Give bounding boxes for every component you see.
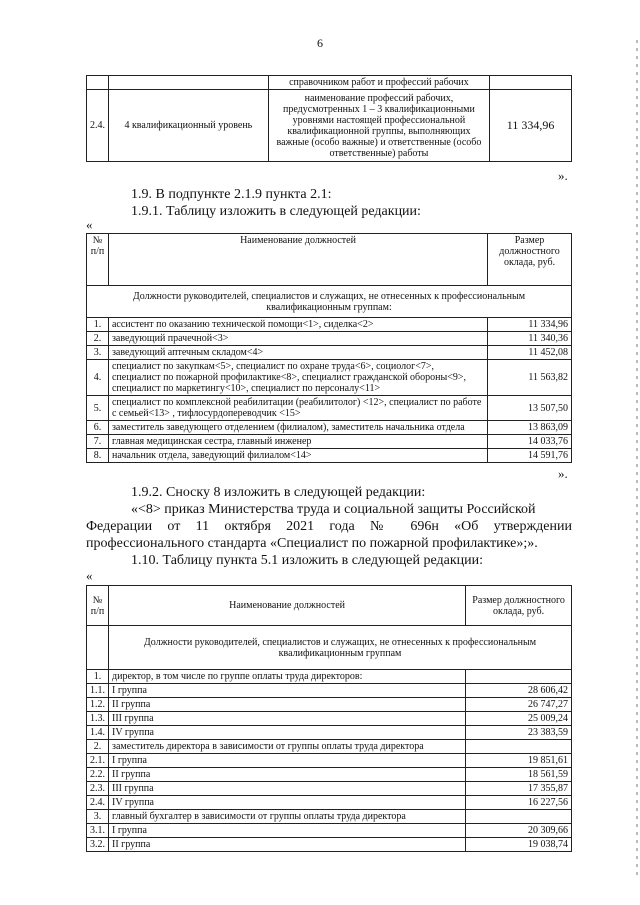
table-cell-salary xyxy=(466,740,572,754)
table-header-row xyxy=(87,234,572,286)
table-cell-num: 1.2. xyxy=(87,698,109,712)
table-cell-salary: 26 747,27 xyxy=(466,698,572,712)
table-row xyxy=(87,768,572,782)
table-cell xyxy=(87,76,109,90)
table-row xyxy=(87,76,572,90)
group-title: Должности руководителей, специалистов и служащих, не отнесенных к профессиональным квалификационным группам xyxy=(109,626,572,670)
table-cell-num: 5. xyxy=(87,396,109,421)
table-row xyxy=(87,318,572,332)
table-cell-num: 8. xyxy=(87,449,109,463)
header-num: № п/п xyxy=(87,234,109,286)
table-row xyxy=(87,90,572,162)
table-row xyxy=(87,740,572,754)
table-cell-num: 2.1. xyxy=(87,754,109,768)
table-row xyxy=(87,449,572,463)
table-cell-name: II группа xyxy=(109,698,466,712)
table-cell xyxy=(109,76,269,90)
table-cell-name: III группа xyxy=(109,782,466,796)
table-cell-num: 2.3. xyxy=(87,782,109,796)
table-cell-num: 1.1. xyxy=(87,684,109,698)
paragraph-1-9: 1.9. В подпункте 2.1.9 пункта 2.1: xyxy=(131,187,332,202)
table-cell-salary: 11 334,96 xyxy=(490,90,572,162)
table-cell-salary: 14 591,76 xyxy=(488,449,572,463)
table-cell-name: директор, в том числе по группе оплаты труда директоров: xyxy=(109,670,466,684)
table-row xyxy=(87,435,572,449)
table-row xyxy=(87,796,572,810)
table-cell-num: 3.1. xyxy=(87,824,109,838)
table-cell-salary: 17 355,87 xyxy=(466,782,572,796)
table-cell-salary: 18 561,59 xyxy=(466,768,572,782)
table-row xyxy=(87,712,572,726)
table-cell-name: главная медицинская сестра, главный инженер xyxy=(108,435,487,449)
table-cell-num: 4. xyxy=(87,360,109,396)
table-row xyxy=(87,824,572,838)
table-cell-level: 4 квалификационный уровень xyxy=(109,90,269,162)
table-row xyxy=(87,670,572,684)
table-cell-salary: 14 033,76 xyxy=(488,435,572,449)
table-cell-name: заведующий прачечной<3> xyxy=(108,332,487,346)
table-cell-salary: 11 563,82 xyxy=(488,360,572,396)
table-cell-salary: 13 507,50 xyxy=(488,396,572,421)
header-num: № п/п xyxy=(87,586,109,626)
table-cell-num: 1.4. xyxy=(87,726,109,740)
table-group-row xyxy=(87,286,572,318)
table-cell-name: III группа xyxy=(109,712,466,726)
open-quote: « xyxy=(86,568,93,583)
table-cell-salary: 28 606,42 xyxy=(466,684,572,698)
header-name: Наименование должностей xyxy=(109,586,466,626)
table-cell-salary: 11 340,36 xyxy=(488,332,572,346)
group-title: Должности руководителей, специалистов и служащих, не отнесенных к профессиональным квалификационным группам: xyxy=(87,286,572,318)
table-cell-num: 2. xyxy=(87,332,109,346)
table-cell-salary: 19 038,74 xyxy=(466,838,572,852)
open-quote: « xyxy=(86,217,93,232)
table-cell-salary: 19 851,61 xyxy=(466,754,572,768)
table-cell-name: заместитель директора в зависимости от группы оплаты труда директора xyxy=(109,740,466,754)
header-salary: Размер должностного оклада, руб. xyxy=(488,234,572,286)
table-cell-salary: 11 452,08 xyxy=(488,346,572,360)
table-cell-desc: справочником работ и профессий рабочих xyxy=(268,76,489,90)
paragraph-1-9-2: 1.9.2. Сноску 8 изложить в следующей редакции: xyxy=(131,485,426,500)
table-row xyxy=(87,698,572,712)
table-cell-name: I группа xyxy=(109,684,466,698)
table-row xyxy=(87,332,572,346)
table-cell-num: 3.2. xyxy=(87,838,109,852)
footnote-line-2: Федерации от 11 октября 2021 года № 696н «Об утверждении xyxy=(86,519,572,534)
table-cell-salary: 13 863,09 xyxy=(488,421,572,435)
table-executives xyxy=(86,585,572,852)
table-row xyxy=(87,421,572,435)
table-row xyxy=(87,838,572,852)
table-cell-num: 1.3. xyxy=(87,712,109,726)
table-cell-name: ассистент по оказанию технической помощи<1>, сиделка<2> xyxy=(108,318,487,332)
table-cell-num: 2.4. xyxy=(87,90,109,162)
table-qualification-fragment xyxy=(86,75,572,162)
table-cell-num: 3. xyxy=(87,810,109,824)
paragraph-1-9-1: 1.9.1. Таблицу изложить в следующей редакции: xyxy=(131,204,421,219)
table-cell xyxy=(490,76,572,90)
table-cell-num: 1. xyxy=(87,318,109,332)
table-cell-num: 1. xyxy=(87,670,109,684)
page-number: 6 xyxy=(317,36,323,50)
footnote-line-1: «<8> приказ Министерства труда и социальной защиты Российской xyxy=(131,502,536,517)
table-row xyxy=(87,810,572,824)
table-row xyxy=(87,754,572,768)
table-cell-name: специалист по закупкам<5>, специалист по охране труда<6>, социолог<7>, специалист по пожарной профилактике<8>, специалист гражданской обороны<9>, специалист по маркетингу<10>, специалист по персоналу<11> xyxy=(108,360,487,396)
table-row xyxy=(87,396,572,421)
table-positions xyxy=(86,233,572,463)
header-salary: Размер должностного оклада, руб. xyxy=(466,586,572,626)
table-cell-name: главный бухгалтер в зависимости от группы оплаты труда директора xyxy=(109,810,466,824)
table-group-row xyxy=(87,626,572,670)
footnote-line-3: профессионального стандарта «Специалист по пожарной профилактике»;». xyxy=(86,536,538,551)
table-cell-salary xyxy=(466,670,572,684)
table-cell-num: 6. xyxy=(87,421,109,435)
table-cell-salary: 20 309,66 xyxy=(466,824,572,838)
table-cell-name: II группа xyxy=(109,768,466,782)
table-cell-num: 3. xyxy=(87,346,109,360)
table-cell-name: II группа xyxy=(109,838,466,852)
table-cell-salary: 11 334,96 xyxy=(488,318,572,332)
table-cell xyxy=(87,626,109,670)
table-row xyxy=(87,684,572,698)
table-cell-name: I группа xyxy=(109,754,466,768)
close-quote: ». xyxy=(558,466,568,481)
table-row xyxy=(87,346,572,360)
table-header-row xyxy=(87,586,572,626)
table-cell-name: начальник отдела, заведующий филиалом<14> xyxy=(108,449,487,463)
table-cell-salary: 23 383,59 xyxy=(466,726,572,740)
table-cell-num: 2.4. xyxy=(87,796,109,810)
table-cell-salary: 25 009,24 xyxy=(466,712,572,726)
table-cell-name: заместитель заведующего отделением (филиалом), заместитель начальника отдела xyxy=(108,421,487,435)
table-cell-name: заведующий аптечным складом<4> xyxy=(108,346,487,360)
table-cell-num: 7. xyxy=(87,435,109,449)
close-quote: ». xyxy=(558,168,568,183)
table-row xyxy=(87,360,572,396)
table-cell-salary xyxy=(466,810,572,824)
table-cell-name: IV группа xyxy=(109,726,466,740)
table-cell-desc: наименование профессий рабочих, предусмотренных 1 – 3 квалификационными уровнями настоящей профессиональной квалификационной группы, выполняющих важные (особо важные) и ответственные (особо ответственные) работы xyxy=(268,90,489,162)
header-name: Наименование должностей xyxy=(108,234,487,286)
table-cell-num: 2.2. xyxy=(87,768,109,782)
scan-edge-mark xyxy=(636,40,638,880)
table-cell-name: IV группа xyxy=(109,796,466,810)
table-row xyxy=(87,782,572,796)
table-cell-salary: 16 227,56 xyxy=(466,796,572,810)
table-cell-num: 2. xyxy=(87,740,109,754)
table-row xyxy=(87,726,572,740)
table-cell-name: специалист по комплексной реабилитации (реабилитолог) <12>, специалист по работе с семьей<13> , тифлосурдопереводчик <15> xyxy=(108,396,487,421)
table-cell-name: I группа xyxy=(109,824,466,838)
paragraph-1-10: 1.10. Таблицу пункта 5.1 изложить в следующей редакции: xyxy=(131,553,484,568)
